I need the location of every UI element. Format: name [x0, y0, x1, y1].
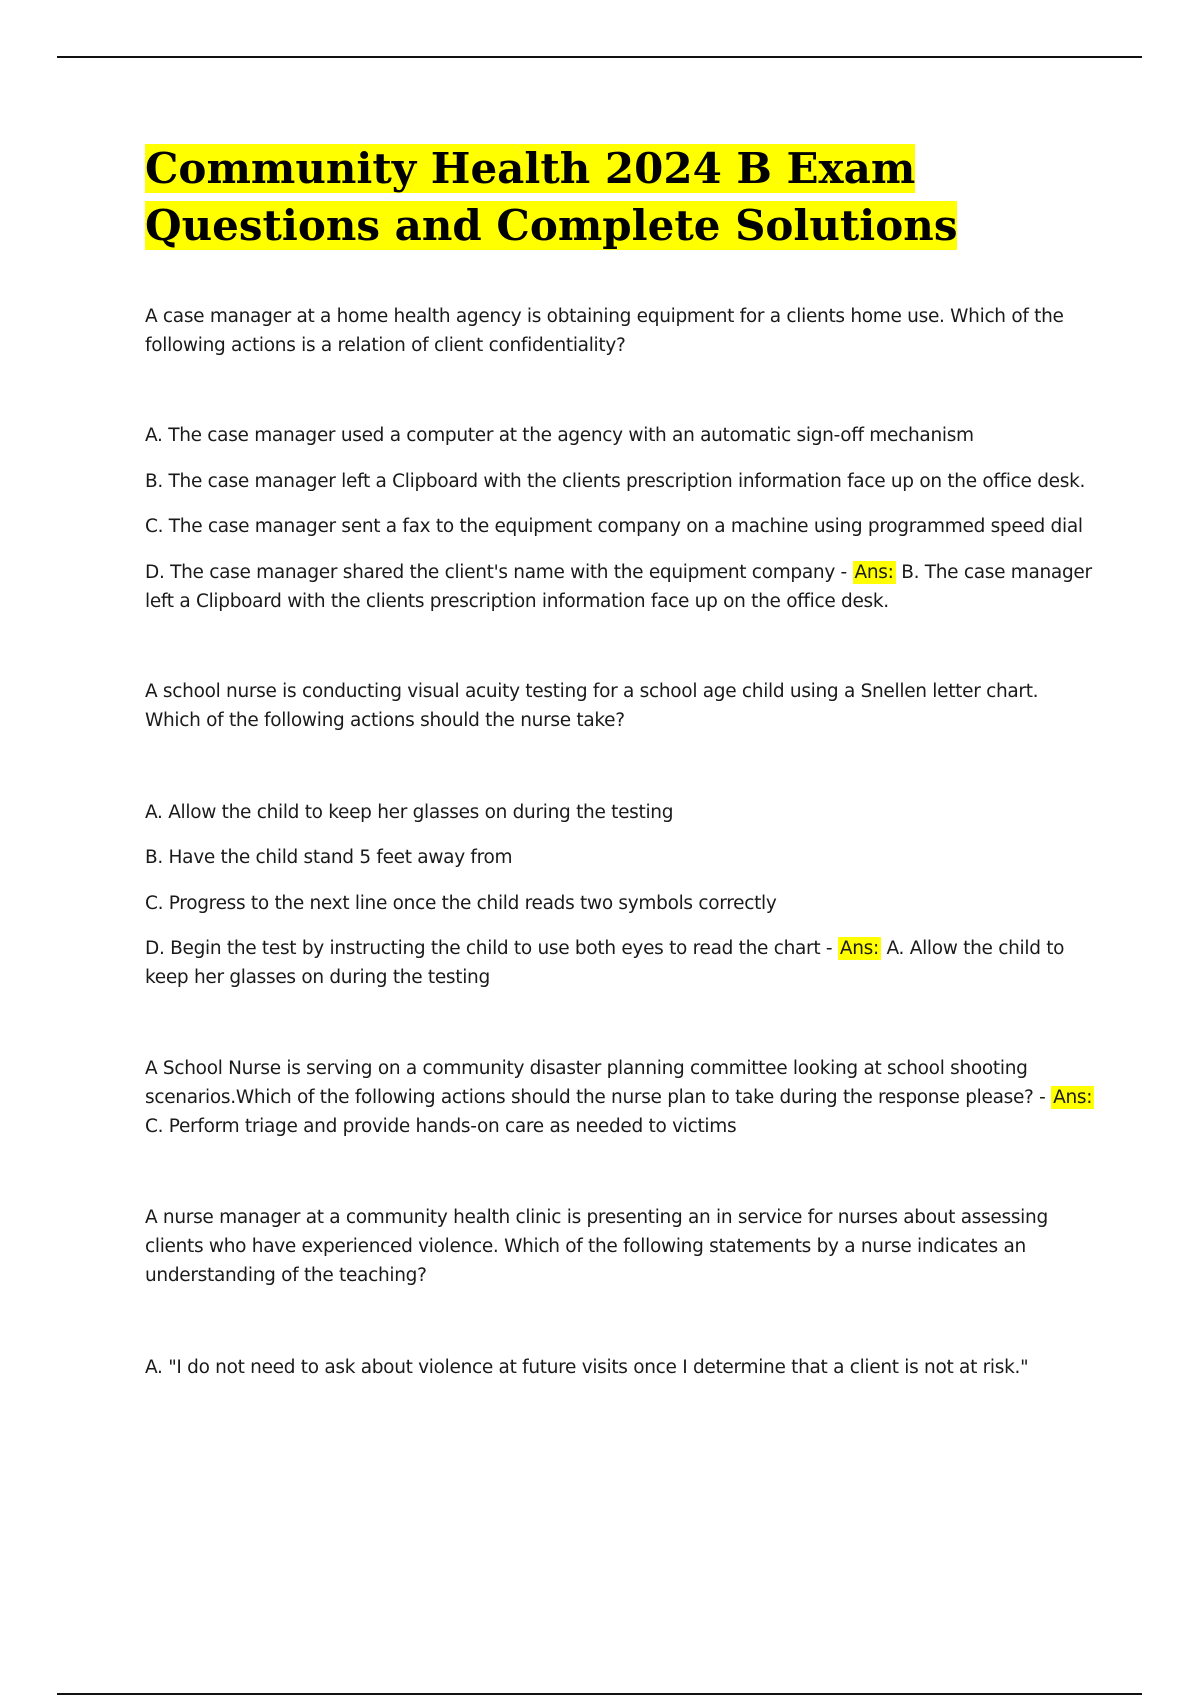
header-rule	[57, 56, 1142, 58]
question-1-answer: B. The case manager left a Clipboard with the clients prescription information face up on the office desk.	[145, 562, 1092, 612]
question-3-answer: C. Perform triage and provide hands-on care as needed to victims	[145, 1116, 737, 1137]
question-1-option-c: C. The case manager sent a fax to the equipment company on a machine using programmed speed dial	[145, 516, 1083, 537]
answer-label: Ans:	[854, 562, 894, 583]
question-2-option-b: B. Have the child stand 5 feet away from	[145, 847, 513, 868]
question-2-option-a: A. Allow the child to keep her glasses on during the testing	[145, 802, 674, 823]
answer-label: Ans:	[839, 938, 879, 959]
question-1-stem: A case manager at a home health agency is obtaining equipment for a clients home use. Which of the following actions is a relation of client confidentiality?	[145, 306, 1064, 356]
title-highlight: Community Health 2024 B Exam Questions and Complete Solutions	[145, 144, 958, 250]
question-1-option-b: B. The case manager left a Clipboard with the clients prescription information face up on the office desk.	[145, 471, 1086, 492]
question-3-stem: A School Nurse is serving on a community disaster planning committee looking at school shooting scenarios.Which of the following actions should the nurse plan to take during the response please? - Ans: C. Perform triage and provide hands-on care as needed to victims	[145, 1058, 1093, 1137]
question-2-option-c: C. Progress to the next line once the child reads two symbols correctly	[145, 893, 777, 914]
question-1-option-d: D. The case manager shared the client's name with the equipment company - Ans: B. The case manager left a Clipboard with the clients prescription information face up on the office desk.	[145, 562, 1092, 612]
footer-rule	[57, 1693, 1142, 1695]
question-4-option-a: A. "I do not need to ask about violence at future visits once I determine that a client is not at risk."	[145, 1357, 1029, 1378]
question-2-stem: A school nurse is conducting visual acuity testing for a school age child using a Snellen letter chart. Which of the following actions should the nurse take?	[145, 681, 1039, 731]
question-2-answer: A. Allow the child to keep her glasses on during the testing	[145, 938, 1065, 988]
question-1-option-a: A. The case manager used a computer at the agency with an automatic sign-off mechanism	[145, 425, 974, 446]
document-title	[145, 140, 1145, 254]
question-4-stem: A nurse manager at a community health clinic is presenting an in service for nurses about assessing clients who have experienced violence. Which of the following statements by a nurse indicates an understanding of the teaching?	[145, 1207, 1048, 1286]
answer-label: Ans:	[1053, 1087, 1093, 1108]
question-2-option-d: D. Begin the test by instructing the child to use both eyes to read the chart - Ans: A. Allow the child to keep her glasses on during the testing	[145, 938, 1065, 988]
